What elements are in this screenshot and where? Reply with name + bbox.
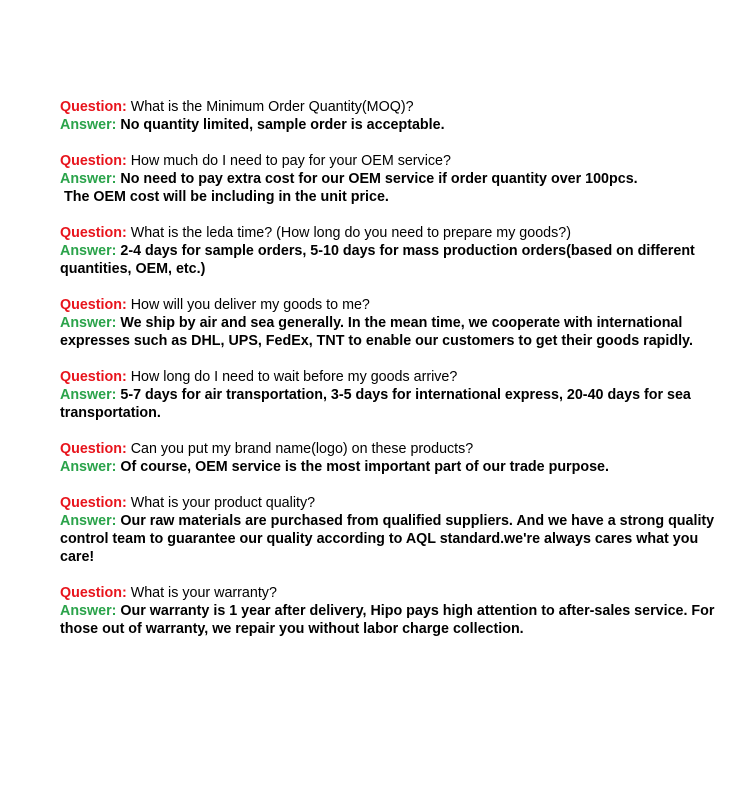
question-text: What is the Minimum Order Quantity(MOQ)? — [130, 99, 414, 115]
answer-label: Answer: — [60, 243, 117, 259]
answer-text: Of course, OEM service is the most important part of our trade purpose. — [120, 459, 609, 475]
question-text: How long do I need to wait before my goods arrive? — [130, 369, 458, 385]
question-line — [60, 440, 720, 458]
answer-line — [60, 242, 720, 278]
answer-line — [60, 116, 720, 134]
question-label: Question: — [60, 99, 127, 115]
answer-extra-text: The OEM cost will be including in the unit price. — [63, 189, 389, 205]
answer-line — [60, 602, 720, 638]
question-line — [60, 296, 720, 314]
faq-item — [60, 296, 720, 350]
faq-item — [60, 152, 720, 206]
answer-label: Answer: — [60, 387, 117, 403]
question-line — [60, 368, 720, 386]
question-text: What is your product quality? — [130, 495, 316, 511]
question-label: Question: — [60, 369, 127, 385]
answer-text: No need to pay extra cost for our OEM service if order quantity over 100pcs. — [120, 171, 638, 187]
question-label: Question: — [60, 297, 127, 313]
faq-item — [60, 440, 720, 476]
answer-text: 2-4 days for sample orders, 5-10 days for mass production orders(based on different quantities, OEM, etc.) — [60, 243, 695, 277]
answer-text: Our warranty is 1 year after delivery, Hipo pays high attention to after-sales service. For those out of warranty, we repair you without labor charge collection. — [60, 603, 715, 637]
faq-item — [60, 98, 720, 134]
question-line — [60, 224, 720, 242]
answer-text: Our raw materials are purchased from qualified suppliers. And we have a strong quality control team to guarantee our quality according to AQL standard.we're always cares what you care! — [60, 513, 715, 565]
question-text: Can you put my brand name(logo) on these products? — [130, 441, 474, 457]
question-line — [60, 494, 720, 512]
question-label: Question: — [60, 153, 127, 169]
answer-line — [60, 314, 720, 350]
question-text: How much do I need to pay for your OEM service? — [130, 153, 451, 169]
answer-line — [60, 458, 720, 476]
question-label: Question: — [60, 441, 127, 457]
answer-label: Answer: — [60, 603, 117, 619]
question-text: How will you deliver my goods to me? — [130, 297, 370, 313]
answer-line — [60, 170, 720, 188]
answer-text: No quantity limited, sample order is acceptable. — [120, 117, 445, 133]
question-text: What is your warranty? — [130, 585, 277, 601]
question-label: Question: — [60, 585, 127, 601]
answer-label: Answer: — [60, 117, 117, 133]
faq-list — [60, 98, 720, 656]
question-line — [60, 152, 720, 170]
question-label: Question: — [60, 225, 127, 241]
answer-continuation — [60, 188, 720, 206]
answer-text: 5-7 days for air transportation, 3-5 days for international express, 20-40 days for sea transportation. — [60, 387, 691, 421]
question-label: Question: — [60, 495, 127, 511]
answer-label: Answer: — [60, 459, 117, 475]
question-line — [60, 98, 720, 116]
faq-item — [60, 494, 720, 566]
faq-item — [60, 368, 720, 422]
answer-label: Answer: — [60, 171, 117, 187]
answer-label: Answer: — [60, 315, 117, 331]
faq-item — [60, 224, 720, 278]
answer-label: Answer: — [60, 513, 117, 529]
question-line — [60, 584, 720, 602]
faq-item — [60, 584, 720, 638]
answer-line — [60, 386, 720, 422]
question-text: What is the leda time? (How long do you need to prepare my goods?) — [130, 225, 571, 241]
answer-line — [60, 512, 720, 566]
answer-text: We ship by air and sea generally. In the mean time, we cooperate with international expresses such as DHL, UPS, FedEx, TNT to enable our customers to get their goods rapidly. — [60, 315, 693, 349]
